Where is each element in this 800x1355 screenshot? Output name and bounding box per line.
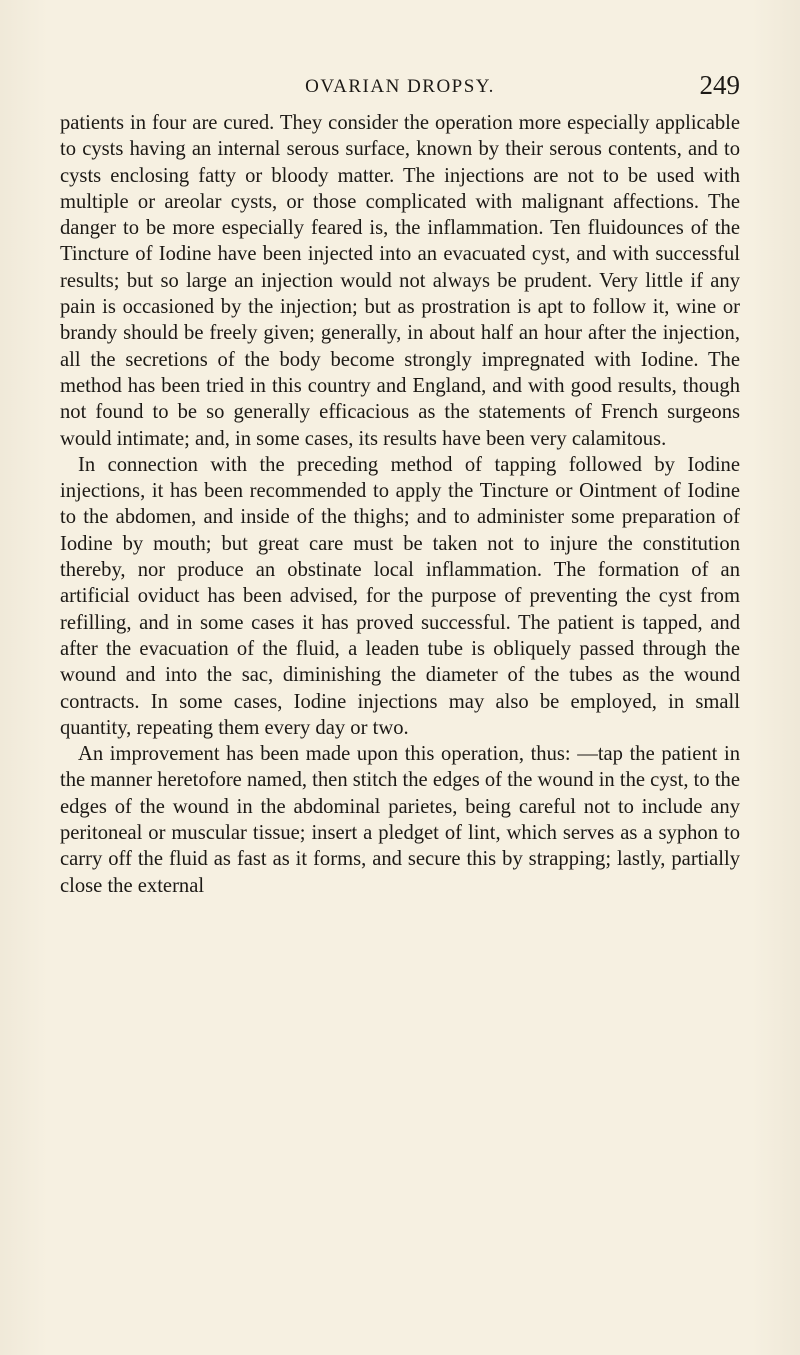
- running-head: OVARIAN DROPSY.: [305, 76, 495, 97]
- paragraph: In connection with the preceding method of tapping followed by Iodine injections, it has been recommended to apply the Tincture or Ointment of Iodine to the abdomen, and inside of the thighs; and to administer some preparation of Iodine by mouth; but great care must be taken not to injure the constitution thereby, nor produce an obstinate local inflammation. The formation of an artificial oviduct has been advised, for the purpose of preventing the cyst from refilling, and in some cases it has proved successful. The patient is tapped, and after the evacuation of the fluid, a leaden tube is obliquely passed through the wound and into the sac, diminishing the diameter of the tubes as the wound contracts. In some cases, Iodine injections may also be employed, in small quantity, repeating them every day or two.: [60, 453, 740, 739]
- paragraph: An improvement has been made upon this operation, thus: —tap the patient in the manner heretofore named, then stitch the edges of the wound in the cyst, to the edges of the wound in the abdominal parietes, being careful not to include any peritoneal or muscular tissue; insert a pledget of lint, which serves as a syphon to carry off the fluid as fast as it forms, and secure this by strapping; lastly, partially close the external: [60, 743, 740, 897]
- body-text: [60, 110, 740, 899]
- paragraph: patients in four are cured. They consider the operation more especially applicable to cysts having an internal serous surface, known by their serous contents, and to cysts enclosing fatty or bloody matter. The injections are not to be used with multiple or areolar cysts, or those complicated with malignant affections. The danger to be more especially feared is, the inflammation. Ten fluidounces of the Tincture of Iodine have been injected into an evacuated cyst, and with successful results; but so large an injection would not always be prudent. Very little if any pain is occasioned by the injection; but as prostration is apt to follow it, wine or brandy should be freely given; generally, in about half an hour after the injection, all the secretions of the body become strongly impregnated with Iodine. The method has been tried in this country and England, and with good results, though not found to be so generally efficacious as the statements of French surgeons would intimate; and, in some cases, its results have been very calamitous.: [60, 112, 740, 450]
- page-number: 249: [699, 70, 740, 100]
- page-header: [60, 70, 740, 104]
